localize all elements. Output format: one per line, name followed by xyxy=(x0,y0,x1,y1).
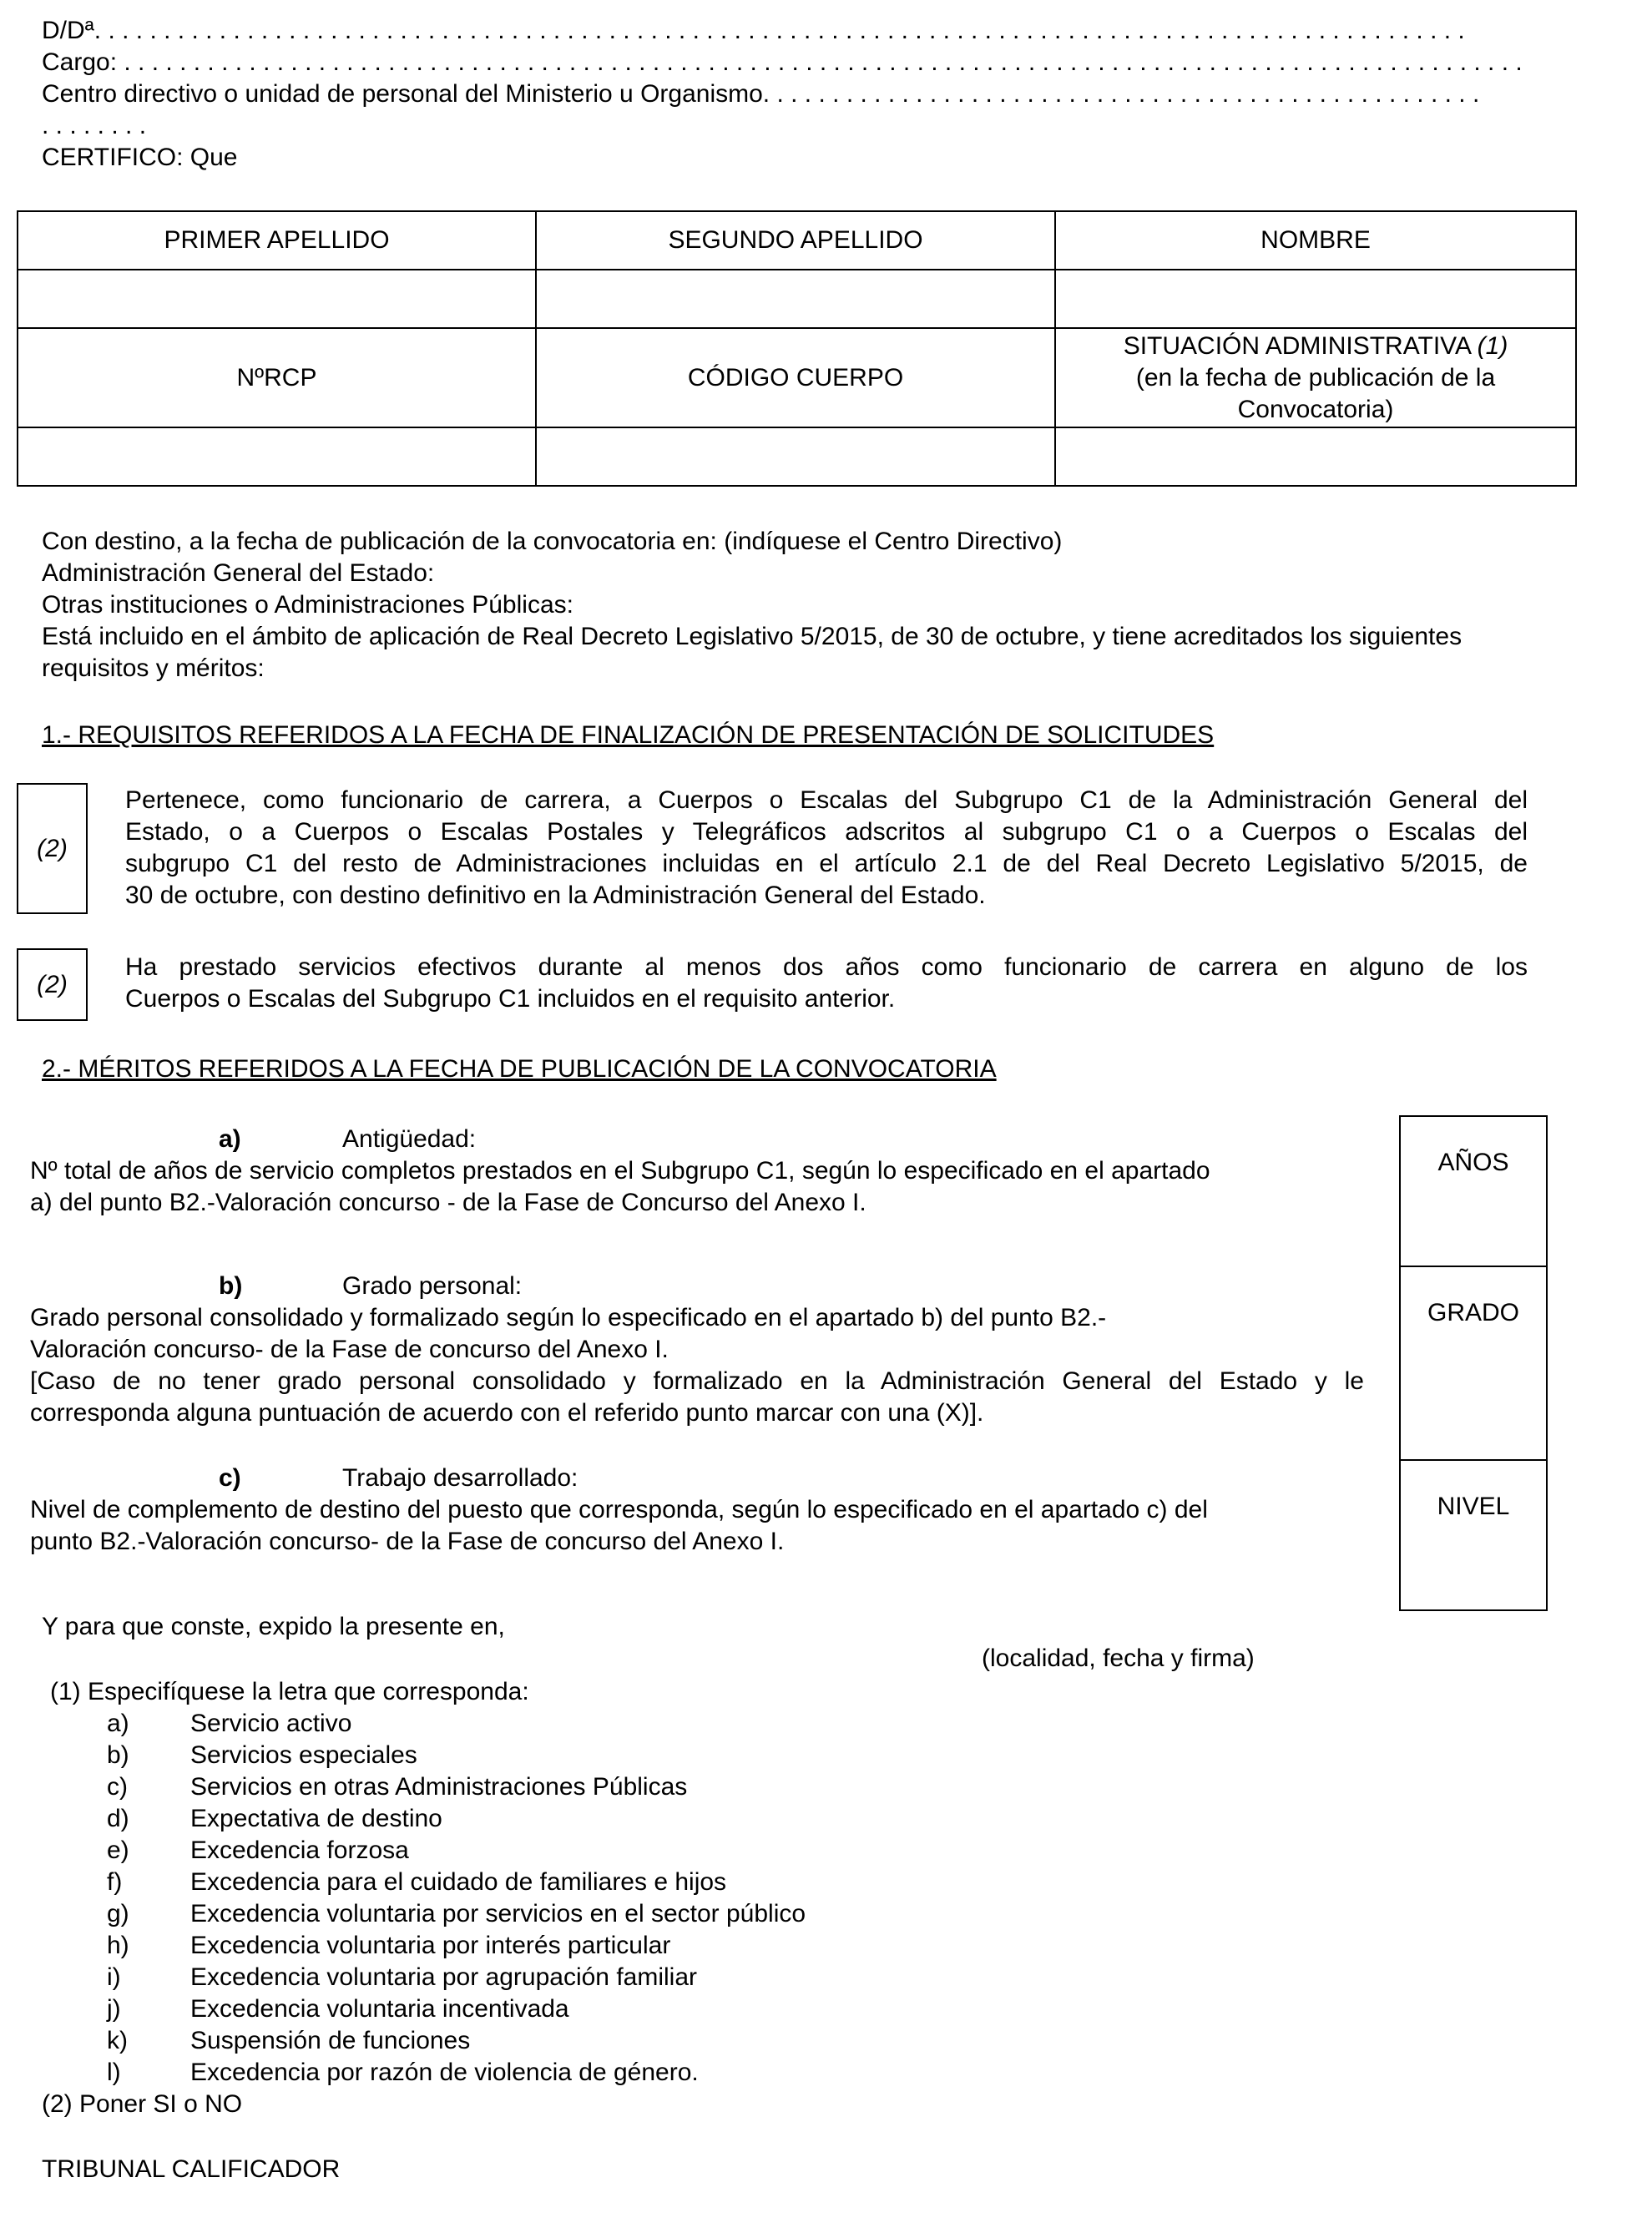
cargo-label: Cargo: xyxy=(42,48,118,76)
req2-line-1: Ha prestado servicios efectivos durante al menos dos años como funcionario de carrera en alguno de los xyxy=(125,953,1528,981)
table-header-row xyxy=(18,211,1576,270)
req2-line-2: Cuerpos o Escalas del Subgrupo C1 incluidos en el requisito anterior. xyxy=(125,985,896,1013)
identification-table xyxy=(17,210,1577,487)
header-line-dots xyxy=(42,110,146,142)
header-segundo-apellido: SEGUNDO APELLIDO xyxy=(536,211,1055,270)
req1-line-4: 30 de octubre, con destino definitivo en la Administración General del Estado. xyxy=(125,882,986,909)
centro-dots: . . . . . . . . . . . . . . . . . . . . . . . . . . . . . . . . . . . . . . . . . . . . . . . . . . . xyxy=(776,80,1480,108)
situation-legend-list: a) Servicio activo b) Servicios especiales c) Servicios en otras Administraciones Públicas d) Expectativa de destino e) Excedencia forzosa f) Excedencia para el cuidado de familiares e hijos g) Excedencia voluntaria por servicios en el sector público h) Excedencia voluntaria por interés particular i) Excedencia voluntaria por agrupación familiar j) Excedencia voluntaria incentivada k) Suspensión de funciones l) Excedencia por razón de violencia de género. xyxy=(107,1710,806,2086)
cell-segundo-apellido[interactable] xyxy=(536,270,1055,328)
merit-a-title: Antigüedad: xyxy=(342,1125,477,1153)
header-situacion xyxy=(1055,328,1576,427)
continuation-dots: . . . . . . . . xyxy=(42,112,147,139)
grado-box[interactable] xyxy=(1399,1266,1548,1461)
destino-line-2: Administración General del Estado: xyxy=(42,559,435,587)
req1-line-2: Estado, o a Cuerpos o Escalas Postales y Telegráficos adscritos al subgrupo C1 o a Cuerpos o Escalas del xyxy=(125,818,1528,846)
cell-nombre[interactable] xyxy=(1055,270,1576,328)
header-codigo-cuerpo: CÓDIGO CUERPO xyxy=(536,328,1055,427)
certifico-label: CERTIFICO: Que xyxy=(42,144,238,171)
header-line-cargo xyxy=(42,47,1578,78)
merit-b-letter: b) xyxy=(219,1272,243,1300)
cell-codigo-cuerpo[interactable] xyxy=(536,427,1055,486)
tribunal-label: TRIBUNAL CALIFICADOR xyxy=(42,2155,341,2183)
destino-line-5: requisitos y méritos: xyxy=(42,654,265,682)
merit-b-note xyxy=(30,1366,1364,1429)
req1-box-label: (2) xyxy=(37,834,68,862)
merit-b-line-1: Grado personal consolidado y formalizado según lo especificado en el apartado b) del punto B2.- xyxy=(30,1304,1107,1331)
table-row-data xyxy=(18,427,1576,486)
merit-c-line-1: Nivel de complemento de destino del puesto que corresponda, según lo especificado en el apartado c) del xyxy=(30,1496,1208,1523)
dd-dots: . . . . . . . . . . . . . . . . . . . . . . . . . . . . . . . . . . . . . . . . . . . . . . . . . . . . . . . . . . . . . . . . . . . . . . . . . . . . . . . . . . . . . . . . . . . . . . . . . . . xyxy=(93,17,1465,44)
header-nrcp: NºRCP xyxy=(18,328,536,427)
header-nombre: NOMBRE xyxy=(1055,211,1576,270)
grado-label: GRADO xyxy=(1427,1299,1519,1326)
anos-label: AÑOS xyxy=(1437,1149,1509,1176)
note2: (2) Poner SI o NO xyxy=(42,2090,243,2118)
conste-line: Y para que conste, expido la presente en, xyxy=(42,1613,505,1640)
header-line-dd xyxy=(42,15,1578,47)
section2-title: 2.- MÉRITOS REFERIDOS A LA FECHA DE PUBLICACIÓN DE LA CONVOCATORIA xyxy=(42,1055,997,1083)
situacion-title: SITUACIÓN ADMINISTRATIVA xyxy=(1123,331,1471,360)
table-header-row-2 xyxy=(18,328,1576,427)
req1-text xyxy=(125,785,1528,912)
merit-b-line-4: corresponda alguna puntuación de acuerdo con el referido punto marcar con una (X)]. xyxy=(30,1399,984,1427)
header-line-centro xyxy=(42,78,1611,110)
req2-text xyxy=(125,952,1528,1015)
nivel-label: NIVEL xyxy=(1437,1493,1510,1520)
merit-c-line-2: punto B2.-Valoración concurso- de la Fase de concurso del Anexo I. xyxy=(30,1528,785,1555)
anos-box[interactable] xyxy=(1399,1115,1548,1267)
note1-title: (1) Especifíquese la letra que corresponda: xyxy=(50,1678,529,1705)
merit-a-line-1: Nº total de años de servicio completos prestados en el Subgrupo C1, según lo especificado en el apartado xyxy=(30,1157,1210,1185)
destino-line-3: Otras instituciones o Administraciones Públicas: xyxy=(42,591,573,619)
cargo-dots: . . . . . . . . . . . . . . . . . . . . . . . . . . . . . . . . . . . . . . . . . . . . . . . . . . . . . . . . . . . . . . . . . . . . . . . . . . . . . . . . . . . . . . . . . . . . . . . . . . . . . xyxy=(124,48,1523,76)
req2-answer-box[interactable] xyxy=(17,948,88,1021)
nivel-box[interactable] xyxy=(1399,1459,1548,1611)
merit-a-letter: a) xyxy=(219,1125,241,1153)
merit-b-line-3: [Caso de no tener grado personal consolidado y formalizado en la Administración General del Estado y le xyxy=(30,1367,1364,1395)
req1-answer-box[interactable] xyxy=(17,783,88,914)
cell-primer-apellido[interactable] xyxy=(18,270,536,328)
cell-situacion[interactable] xyxy=(1055,427,1576,486)
merit-c-letter: c) xyxy=(219,1464,241,1492)
firma-hint: (localidad, fecha y firma) xyxy=(982,1645,1255,1672)
situacion-note: (1) xyxy=(1477,331,1508,360)
merit-c-title: Trabajo desarrollado: xyxy=(342,1464,578,1492)
section1-title: 1.- REQUISITOS REFERIDOS A LA FECHA DE FINALIZACIÓN DE PRESENTACIÓN DE SOLICITUDES xyxy=(42,721,1215,749)
merit-b-title: Grado personal: xyxy=(342,1272,523,1300)
situacion-sub2: Convocatoria) xyxy=(1237,395,1394,423)
req1-line-3: subgrupo C1 del resto de Administraciones incluidas en el artículo 2.1 de del Real Decreto Legislativo 5/2015, de xyxy=(125,850,1528,877)
req2-box-label: (2) xyxy=(37,970,68,998)
centro-label: Centro directivo o unidad de personal del Ministerio u Organismo. xyxy=(42,80,770,108)
cell-nrcp[interactable] xyxy=(18,427,536,486)
destino-line-1: Con destino, a la fecha de publicación de la convocatoria en: (indíquese el Centro Directivo) xyxy=(42,528,1063,555)
req1-line-1: Pertenece, como funcionario de carrera, a Cuerpos o Escalas del Subgrupo C1 de la Administración General del xyxy=(125,786,1528,814)
header-primer-apellido: PRIMER APELLIDO xyxy=(18,211,536,270)
merit-a-line-2: a) del punto B2.-Valoración concurso - de la Fase de Concurso del Anexo I. xyxy=(30,1189,866,1216)
dd-label: D/Dª xyxy=(42,17,94,44)
situacion-sub1: (en la fecha de publicación de la xyxy=(1135,363,1496,392)
merit-b-line-2: Valoración concurso- de la Fase de concurso del Anexo I. xyxy=(30,1336,669,1363)
destino-line-4: Está incluido en el ámbito de aplicación de Real Decreto Legislativo 5/2015, de 30 de octubre, y tiene acreditados los siguientes xyxy=(42,623,1463,650)
table-row-names xyxy=(18,270,1576,328)
